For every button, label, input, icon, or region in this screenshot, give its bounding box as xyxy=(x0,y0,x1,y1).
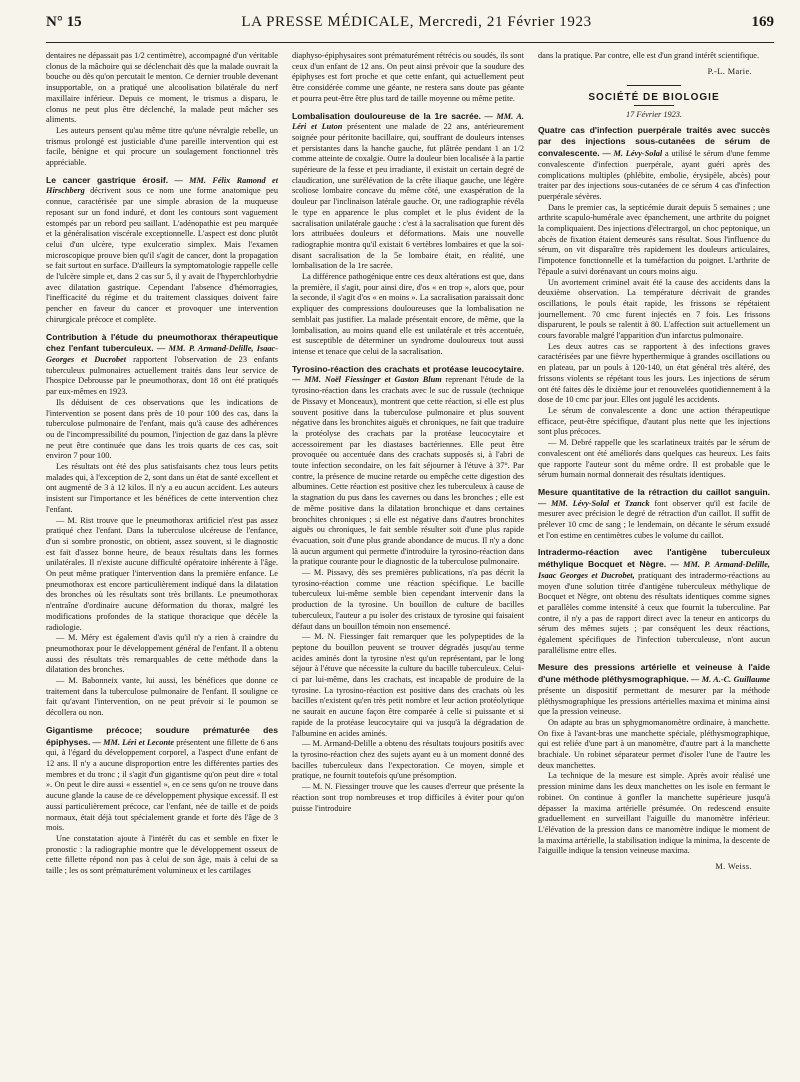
section-title: Quatre cas d'infection puerpérale traités avec succès par des injections sous-cutanées de sérum de convalescente. xyxy=(538,124,770,159)
signature: M. Weiss. xyxy=(715,862,752,872)
section-title: Mesure quantitative de la rétraction du caillot sanguin. xyxy=(538,486,770,497)
section-title: Intradermo-réaction avec l'antigène tuberculeux méthylique Bocquet et Nègre. xyxy=(538,547,770,570)
section-lead xyxy=(538,662,770,718)
paragraph: Un avortement criminel avait été la cause des accidents dans la deuxième observation. La température décrivait de grandes oscillations, le pouls était rapide, les frissons se répétaient journellement. 70 cmc furent injectés en 7 fois. Les frissons disparurent, le pouls se ralentit à 80. L'affection suit actuellement un cours favorable malgré l'apparition d'un infarctus pulmonaire. xyxy=(538,277,770,341)
section-authors: — M. Lévy-Solal xyxy=(602,149,663,159)
paragraph: — M. Rist trouve que le pneumothorax artificiel n'est pas assez pratiqué chez l'enfant. Dans la tuberculose ulcéreuse de l'enfance, d'un si sombre pronostic, on obtient, assez souvent, si le diagnostic est fait d'assez bonne heure, de beaux résultats dans les formes unilatérales. Il n'existe aucune difficulté opératoire inhérente à l'âge. On peut même pratiquer l'intervention dans la première enfance. Le pneumothorax est encore particulièrement indiqué dans la dilatation des bronches où les résultats sont très brillants. Le pneumothorax n'entraîne d'ordinaire aucune déformation du thorax, malgré les modifications profondes de la statique thoracique que décèle la radiologie. xyxy=(46,515,278,632)
paragraph: Ils déduisent de ces observations que les indications de l'intervention se posent dans près de 10 pour 100 des cas, dans la tuberculose pulmonaire de l'enfant, mais qu'à cause des adhérences ou de l'incompressibilité du poumon, l'injection de gaz dans la plèvre ne peut être continuée que dans les trois quarts de ces cas, soit environ 7 pour 100. xyxy=(46,397,278,461)
section-body: reprenant l'étude de la tyrosino-réaction dans les crachats avec le suc de russule (technique de Pissavy et Monceaux), montrent que cette réaction, si elle est plus souvent positive dans la tuberculose pulmonaire et plus souvent négative dans les bronchites aiguës et chroniques, ne fait que traduire la protéolyse des crachats par la protéase leucocytaire et accessoirement par les diastases bactériennes. Elle peut être provoquée ou accentuée dans des crachats supposés si, à l'abri de toute infection secondaire, on les fait séjourner à l'étuve à 37°. Par contre, la présence de mucine retarde ou empêche cette digestion des albumines. Cette réaction est positive chez les tuberculeux à cause de la stagnation du pus dans les cavernes ou dans les bronches ; elle est de même positive dans la dilatation bronchique et dans certaines bronchites chroniques ; si elle est négative dans d'autres bronchites aiguës ou chroniques, le fait semble résulter soit d'une plus rapide évacuation, soit d'une plus grande abondance de mucus. Il n'y a donc là aucun argument qui permette d'introduire la tyrosino-réaction dans la pratique courante pour le diagnostic de la tuberculose pulmonaire. xyxy=(292,375,524,567)
section-authors: — MM. Noël Fiessinger et Gaston Blum xyxy=(292,375,442,385)
section-title: Le cancer gastrique érosif. xyxy=(46,174,169,185)
section-lombalisation xyxy=(292,111,524,358)
section-gigantisme xyxy=(46,725,278,877)
paragraph: Les deux autres cas se rapportent à des infections graves caractérisées par une fièvre hyperthermique à grandes oscillations ou en plateau, par un pouls à 120-140, un état général très altéré, des frissons violents se répétant tous les jours. Les injections de sérum ont été faites dès le dixième jour et renouvelées quotidiennement à la dose de 10 cmc par jour. Elles ont jugulé les accidents. xyxy=(538,341,770,405)
paragraph: Dans le premier cas, la septicémie durait depuis 5 semaines ; une arthrite scapulo-humérale avec épanchement, une arthrite du poignet la compliquaient. Des injections d'électrargol, un choc peptonique, un abcès de fixation étaient demeurés sans résultat. Sous l'influence du sérum, on vit disparaître très rapidement les douleurs articulaires, l'impotence fonctionnelle et la tuméfaction du poignet. L'arthrite de l'épaule a suivi dorénavant un cours moins aigu. xyxy=(538,202,770,276)
paragraph: — M. Debré rappelle que les scarlatineux traités par le sérum de convalescent ont été améliorés dans quelques cas heureux. Les faits que rapporte l'auteur sont du même ordre. Il est probable que le sérum humain normal donnerait des résultats identiques. xyxy=(538,438,770,480)
paragraph: Le sérum de convalescente a donc une action thérapeutique efficace, peut-être spécifique, d'autant plus nette que les injections sont plus précoces. xyxy=(538,405,770,437)
paragraph: — M. N. Fiessinger trouve que les causes d'erreur que présente la réaction sont trop nombreuses et trop difficiles à éviter pour qu'on puisse l'introduire xyxy=(292,782,524,813)
paragraph: — M. Armand-Delille a obtenu des résultats toujours positifs avec la tyrosino-réaction chez des sujets ayant eu à un moment donné des bacilles tuberculeux dans l'expectoration. Ce moyen, simple et pratique, ne fournit toutefois qu'une présomption. xyxy=(292,739,524,781)
section-lead xyxy=(292,111,524,273)
section-lead xyxy=(46,725,278,834)
paragraph: diaphyso-épiphysaires sont prématurément rétrécis ou soudés, ils sont ceux d'un enfant de 12 ans. On peut ainsi prévoir que la soudure des épiphyses est fort proche et que cette enfant, qui actuellement peut être considérée comme une géante, ne restera sans doute pas géante et pourra peut-être être plus tard de taille moyenne ou même petite. xyxy=(292,51,524,103)
paragraph: — M. Méry est également d'avis qu'il n'y a rien à craindre du pneumothorax pour le développement général de l'enfant. Il a obtenu aussi des résultats très remarquables de cette méthode dans la dilatation des bronches. xyxy=(46,633,278,675)
section-body: rapportent l'observation de 23 enfants tuberculeux pulmonaires actuellement traités dans leur service de l'hospice Debrousse par le pneumothorax, dont 18 ont été pratiqués par eux-mêmes en 1923. xyxy=(46,354,278,397)
divider xyxy=(627,85,681,86)
section-retraction-caillot xyxy=(538,487,770,542)
section-authors: — MM. Léri et Leconte xyxy=(92,737,175,747)
paragraph: Les auteurs pensent qu'au même titre qu'une névralgie rebelle, un trismus prolongé est justiciable d'une pareille intervention qui est facile, bénigne et qui procure un soulagement fonctionnel très appréciable. xyxy=(46,125,278,168)
section-tyrosino-reaction xyxy=(292,364,524,815)
issue-number: N° 15 xyxy=(46,14,82,30)
paragraph: — M. Babonneix vante, lui aussi, les bénéfices que donne ce traitement dans la tuberculose pulmonaire de l'enfant. Il souligne ce fait qu'avant l'intervention, on ne peut prévoir si le poumon se décollera ou non. xyxy=(46,676,278,718)
section-lead xyxy=(538,125,770,203)
paragraph: Une constatation ajoute à l'intérêt du cas et semble en fixer le pronostic : la radiographie montre que le développement osseux de cette fillette répond non pas à celui de son âge, mais à celui de sa taille ; les os sont prématurément volumineux et les cartilages xyxy=(46,833,278,876)
section-cancer-gastrique xyxy=(46,175,278,326)
society-heading: SOCIÉTÉ DE BIOLOGIE xyxy=(588,91,720,103)
column-3 xyxy=(538,51,770,1071)
section-title: Mesure des pressions artérielle et veineuse à l'aide d'une méthode pléthysmographique. xyxy=(538,662,770,685)
column-2 xyxy=(292,51,524,1071)
section-pressions xyxy=(538,662,770,857)
paragraph: — M. Pissavy, dès ses premières publications, n'a pas décrit la tyrosino-réaction comme une réaction spécifique. Le bacille tuberculeux lui-même semble bien cependant intervenir dans la production de la tyrosine. Un bouillon de culture de bacilles tuberculeux, l'auteur a pu isoler des cristaux de tyrosine qui faisaient défaut dans un bouillon témoin non ensemencé. xyxy=(292,568,524,631)
section-pneumothorax xyxy=(46,332,278,719)
section-authors: — MM. Félix Ramond et Hirschberg xyxy=(46,175,278,196)
section-lead xyxy=(292,364,524,568)
section-lead xyxy=(538,547,770,656)
section-lead xyxy=(46,175,278,326)
section-authors: — MM. P. Armand-Delille, Isaac Georges et Ducrobet, xyxy=(538,560,770,580)
section-intradermo-reaction xyxy=(538,547,770,656)
section-title: Lombalisation douloureuse de la 1re sacrée. xyxy=(292,110,481,121)
paragraph: — M. N. Fiessinger fait remarquer que les polypeptides de la peptone du bouillon peuvent se trouver dégradés jusqu'au terme acides aminés dont la tyrosine n'est qu'un représentant, par le long séjour à l'étuve que nécessite la culture du bacille tuberculeux. Celui-ci par lui-même, dans les crachats, est incapable de produire de la tyrosine. La tyrosino-réaction est positive dans des crachats où les bacilles n'existent qu'en très petit nombre et leur action protéolytique ne saurait en aucune façon être comparée à celle si puissante et si rapide de la protéase leucocytaire qui va jusqu'à la dégradation de l'albumine en acides aminés. xyxy=(292,632,524,738)
section-authors: — MM. Lévy-Solal et Tzanck xyxy=(538,498,650,508)
section-title: Gigantisme précoce; soudure prématurée des épiphyses. xyxy=(46,724,278,747)
columns xyxy=(46,51,774,1071)
section-title: Contribution à l'étude du pneumothorax thérapeutique chez l'enfant tuberculeux. xyxy=(46,331,278,354)
section-body: présente un dispositif permettant de mesurer par la méthode pléthysmographique les pressions artérielles maxima et minima ainsi que la pression veineuse. xyxy=(538,685,770,717)
section-body: présentent une fillette de 6 ans qui, à l'égard du développement corporel, a l'aspect d'une enfant de 12 ans. Il n'y a aucune disproportion entre les différentes parties des membres et du tronc ; il s'agit d'un gigantisme qu'on peut dire « total ». On peut le dire aussi « essentiel », en ce sens qu'on ne trouve dans aucune glande la cause de ce développement physique excessif. Il est aussi particulièrement précoce, car l'enfant, née de taille et de poids normaux, était déjà tout spécialement grande et forte dès l'âge de 3 mois. xyxy=(46,737,278,833)
section-authors: — M. A.-C. Guillaume xyxy=(691,675,770,685)
section-title: Tyrosino-réaction des crachats et protéase leucocytaire. xyxy=(292,363,524,374)
section-lead xyxy=(46,332,278,398)
paragraph: On adapte au bras un sphygmomanomètre ordinaire, à manchette. On fixe à l'avant-bras une manchette spéciale, pléthysmographique, qui est reliée d'une part à un manomètre, d'autre part à la manchette brachiale. Un robinet séparateur permet d'isoler l'une de l'autre les deux manchettes. xyxy=(538,717,770,770)
paragraph: Les résultats ont été des plus satisfaisants chez tous leurs petits malades qui, à l'exception de 2, sont dans un état de santé excellent et ont augmenté de 3 à 12 kilos. Il n'y a eu aucun accident. Les auteurs insistent sur l'importance et les bénéfices de cette intervention chez l'enfant. xyxy=(46,462,278,514)
section-lead xyxy=(538,487,770,542)
section-authors: — MM. A. Léri et Luton xyxy=(292,111,524,132)
column-1 xyxy=(46,51,278,1071)
session-date: 17 Février 1923. xyxy=(626,109,682,119)
section-authors: — MM. P. Armand-Delille, Isaac-Georges et Ducrobet xyxy=(46,344,278,364)
paragraph: La technique de la mesure est simple. Après avoir réalisé une pression minime dans les deux manchettes on les isole en fermant le robinet. On continue à gonfler la manchette supérieure jusqu'à dépasser la maxima artérielle présumée. On redescend ensuite graduellement en surveillant l'aiguille du manomètre inférieur. L'élévation de la pression dans ce manomètre indique le moment de la maxima artérielle, la stabilisation indique la minima, la descente de l'aiguille indique la tension veineuse maxima. xyxy=(538,771,770,856)
signature: P.-L. Marie. xyxy=(707,66,752,76)
page-header xyxy=(46,14,774,43)
paragraph: dans la pratique. Par contre, elle est d'un grand intérêt scientifique. xyxy=(538,51,760,60)
page-number: 169 xyxy=(751,14,774,30)
paragraph: dentaires ne dépassait pas 1/2 centimètre), accompagné d'un véritable clonus de la mâchoire qui se déclenchait dès que la malade ouvrait la bouche ou dès qu'on percutait le menton. Ce dernier trouble devenant insupportable, on a pratiqué une alcoolisation bilatérale du nerf maxillaire inférieur. Depuis ce moment, le trismus a disparu, le clonus ne peut plus être déclenché, la malade peut mâcher ses aliments. xyxy=(46,51,278,125)
section-body: pratiquant des intradermo-réactions au moyen d'une solution titrée d'antigène tuberculeux méthylique de Bocquet et Nègre, ont obtenu des résultats identiques comme signes et parallèles comme intensité à ceux que fournit la tuberculine. Par contre, il n'y a pas de rapport direct avec la teneur en anticorps du sérum des mêmes sujets ; par conséquent les deux réactions, également spécifiques de l'infection tuberculeuse, n'ont aucun parallélisme entre elles. xyxy=(538,570,770,655)
section-body: font observer qu'il est facile de mesurer avec précision le degré de rétraction d'un caillot. Il suffit de prélever 10 cmc de sang ; le lendemain, on décante le sérum exsudé et l'on estime en centimètres cubes le volume du caillot. xyxy=(538,498,770,540)
section-body: présentent une malade de 22 ans, antérieurement soignée pour péritonite bacillaire, qui, souffrant de douleurs intenses et persistantes dans la hanche gauche, fut plâtrée pendant 1 an 1/2 comme atteinte de coxalgie. Outre la douleur bien localisée à la partie supérieure de la fesse et peu irradiante, il existait un certain degré de claudication, une surélévation de la crête iliaque gauche, une légère scoliose lombaire concave du même côté, une exaspération de la douleur par l'inclinaison latérale gauche. Or, une radiographie révéla le type en apparence le plus complet et le plus évident de la sacralisation unilatérale gauche : c'est à la sacralisation que furent dès lors attribuées douleurs et déformations. Mais une nouvelle radiographie montra qu'il existait 6 vertèbres lombaires et que la soi-disant sacralisation de la 5e lombaire était, en réalité, une lombalisation de la 1re sacrée. xyxy=(292,122,524,271)
section-body: décrivent sous ce nom une forme anatomique peu connue, caractérisée par une simple abrasion de la muqueuse reposant sur un fond induré, et dont les contours sont vaguement estompés par un rebord peu saillant. L'adénopathie est peu marquée et la généralisation viscérale exceptionnelle. L'aspect est donc plutôt celui d'un ulcère, type exulceratio simplex. Mais l'examen microscopique prouve bien qu'il s'agit de cancer, dont la propagation se fait surtout en surface. D'ailleurs la symptomatologie rappelle celle de l'ulcère simple et, dans 2 cas sur 5, il y avait de l'hyperchlorhydrie avec dilatation gastrique. Cependant l'absence d'hémorragies, l'inefficacité du régime et du traitement classiques doivent faire pencher en faveur du cancer et provoquer une intervention chirurgicale précoce et complète. xyxy=(46,186,278,324)
journal-title: LA PRESSE MÉDICALE, Mercredi, 21 Février 1923 xyxy=(241,14,592,30)
section-body: a utilisé le sérum d'une femme convalescente d'infection puerpérale, ayant guéri après des complications multiples (phlébite, embolie, érysipèle, abcès) pour traiter par des injections sous-cutanées de ce sérum 4 cas d'infection puerpérale sévères. xyxy=(538,149,770,201)
divider xyxy=(634,105,674,106)
paragraph: La différence pathogénique entre ces deux altérations est que, dans la première, il s'agit, pour ainsi dire, d'os « en trop », alors que, pour la seconde, il s'agit d'os « en moins ». La sacralisation paraissait donc expliquer des compressions douloureuses que la lombalisation ne semblait pas justifier. La malade présentait encore, de même, que la lombalisation, au moins quand elle est unilatérale et très accentuée, est susceptible de déterminer un syndrome douloureux tout aussi intense et tenace que celui de la sacralisation. xyxy=(292,272,524,356)
section-infection-puerperale xyxy=(538,125,770,481)
